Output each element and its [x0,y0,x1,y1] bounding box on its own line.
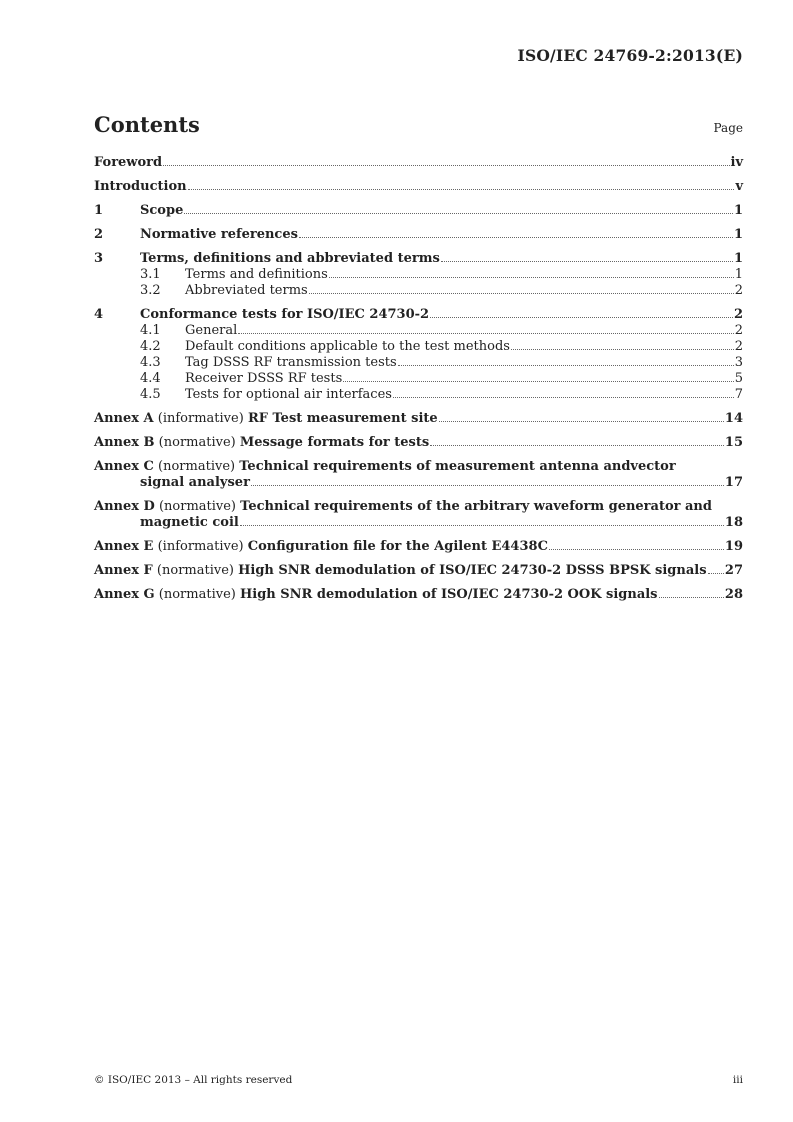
subsection-number: 4.2 [140,339,161,354]
annex-title: Technical requirements of the arbitrary waveform generator and [240,499,712,514]
section-number: 1 [94,203,104,218]
toc-entry-3-2[interactable]: 3.2 Abbreviated terms 2 [140,283,743,298]
dot-leader [659,597,724,598]
toc-entry-4-2[interactable]: 4.2 Default conditions applicable to the test methods 2 [140,339,743,354]
dot-leader [430,317,733,318]
annex-title: High SNR demodulation of ISO/IEC 24730-2 DSSS BPSK signals [238,563,707,578]
table-of-contents [94,155,743,603]
section-number: 4 [94,307,104,322]
dot-leader [511,349,734,350]
annex-title: Technical requirements of measurement antenna andvector [239,459,676,474]
dot-leader [430,445,724,446]
toc-entry-annex-g[interactable] [94,587,743,603]
section-number: 3 [94,251,104,266]
toc-entry-1[interactable]: 1 Scope 1 [94,203,743,218]
annex-type: (normative) [158,587,236,602]
annex-title: Configuration file for the Agilent E4438C [247,539,548,554]
annex-title-continued: magnetic coil [140,515,239,530]
toc-page-number: 1 [734,267,743,282]
annex-title: High SNR demodulation of ISO/IEC 24730-2 OOK signals [239,587,658,602]
dot-leader [188,189,735,190]
toc-entry-foreword[interactable]: Foreword iv [94,155,743,170]
dot-leader [343,381,733,382]
annex-label: Annex B [94,435,155,450]
annex-title-continued: signal analyser [140,475,250,490]
toc-page-number: v [735,179,743,194]
annex-type: (normative) [158,499,237,514]
toc-page-number: 28 [724,587,743,602]
annex-type: (normative) [158,459,236,474]
toc-entry-2[interactable]: 2 Normative references 1 [94,227,743,242]
dot-leader [329,277,734,278]
toc-entry-3-1[interactable]: 3.1 Terms and definitions 1 [140,267,743,282]
dot-leader [163,165,729,166]
toc-entry-annex-a[interactable] [94,411,743,427]
subsection-number: 3.2 [140,283,161,298]
toc-entry-4-1[interactable]: 4.1 General 2 [140,323,743,338]
toc-page-number: 1 [733,251,743,266]
annex-type: (informative) [157,411,244,426]
dot-leader [439,421,724,422]
annex-label: Annex E [94,539,154,554]
section-number: 2 [94,227,104,242]
toc-entry-3[interactable]: 3 Terms, definitions and abbreviated terms 1 [94,251,743,266]
toc-page-number: 14 [724,411,743,426]
subsection-number: 3.1 [140,267,161,282]
toc-page-number: 2 [734,323,743,338]
annex-label: Annex D [94,499,155,514]
toc-page-number: 17 [724,475,743,490]
subsection-number: 4.4 [140,371,161,386]
toc-entry-4-4[interactable]: 4.4 Receiver DSSS RF tests 5 [140,371,743,386]
toc-entry-annex-b[interactable] [94,435,743,451]
dot-leader [441,261,733,262]
toc-page-number: 1 [733,203,743,218]
toc-page-number: 7 [734,387,743,402]
copyright-notice: © ISO/IEC 2013 – All rights reserved [94,1074,293,1086]
dot-leader [251,485,724,486]
annex-type: (informative) [157,539,244,554]
toc-page-number: 19 [724,539,743,554]
toc-page-number: 2 [733,307,743,322]
dot-leader [309,293,734,294]
dot-leader [184,213,733,214]
dot-leader [708,573,724,574]
document-id-header: ISO/IEC 24769-2:2013(E) [517,46,743,65]
subsection-number: 4.3 [140,355,161,370]
annex-title: Message formats for tests [239,435,430,450]
contents-title-row [94,112,743,137]
dot-leader [393,397,734,398]
toc-entry-annex-e[interactable] [94,539,743,555]
annex-label: Annex A [94,411,154,426]
toc-page-number: 15 [724,435,743,450]
toc-page-number: iv [730,155,743,170]
page-title: Contents [94,112,200,137]
dot-leader [549,549,724,550]
dot-leader [299,237,733,238]
toc-entry-introduction[interactable]: Introduction v [94,179,743,194]
toc-entry-4-3[interactable]: 4.3 Tag DSSS RF transmission tests 3 [140,355,743,370]
toc-page-number: 18 [724,515,743,530]
subsection-number: 4.5 [140,387,161,402]
page-column-label: Page [713,121,743,135]
toc-page-number: 2 [734,339,743,354]
toc-entry-4[interactable]: 4 Conformance tests for ISO/IEC 24730-2 2 [94,307,743,322]
toc-page-number: 2 [734,283,743,298]
toc-page-number: 3 [734,355,743,370]
toc-entry-4-5[interactable]: 4.5 Tests for optional air interfaces 7 [140,387,743,402]
toc-page-number: 5 [734,371,743,386]
toc-page-number: 27 [724,563,743,578]
annex-label: Annex C [94,459,154,474]
toc-entry-annex-d[interactable] [94,499,743,531]
footer-page-number: iii [732,1074,743,1086]
toc-entry-annex-c[interactable] [94,459,743,491]
subsection-number: 4.1 [140,323,161,338]
annex-type: (normative) [158,435,236,450]
annex-title: RF Test measurement site [247,411,438,426]
annex-label: Annex F [94,563,153,578]
toc-entry-annex-f[interactable] [94,563,743,579]
toc-page-number: 1 [733,227,743,242]
annex-type: (normative) [156,563,234,578]
page-footer [94,1074,743,1086]
annex-label: Annex G [94,587,155,602]
dot-leader [238,333,733,334]
dot-leader [398,365,734,366]
dot-leader [240,525,724,526]
